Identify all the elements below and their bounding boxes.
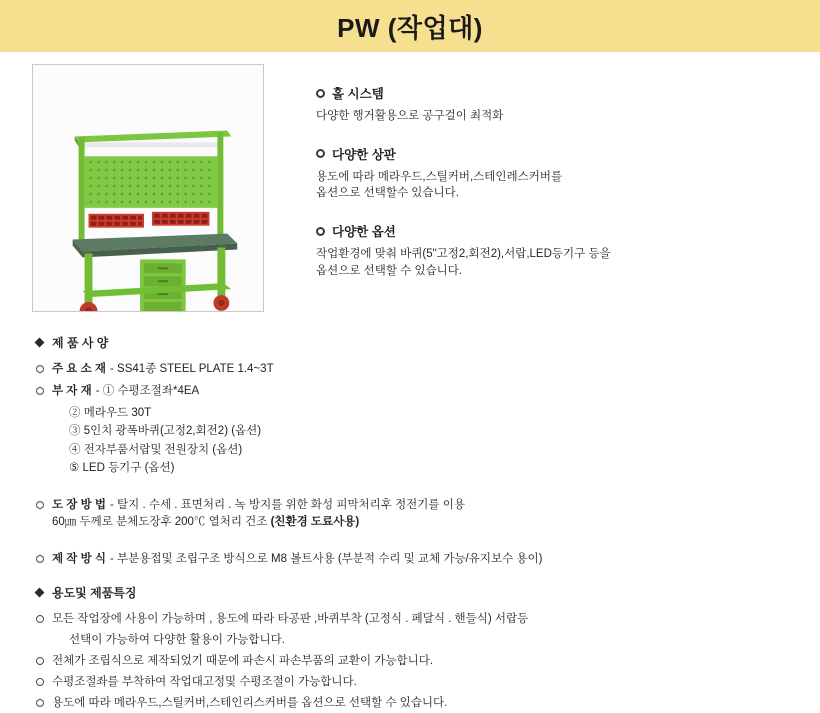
spec-sub-item: ⑤ LED 등기구 (옵션) [69,462,175,475]
feature-title: 다양한 상판 [332,147,396,162]
spec-value: - 탈지 . 수세 . 표면처리 . 녹 방지를 위한 화성 피막처리후 정전기를 이용 [110,499,465,511]
feature-item [316,145,786,202]
spec-sub-item-list [69,404,261,479]
usage-item [36,674,790,692]
spec-row-sub-material [36,383,790,478]
ring-bullet-icon [36,555,44,563]
spec-label: 주 요 소 재 [52,363,107,375]
usage-section-title-row [36,584,790,601]
product-photo-frame [32,64,264,312]
spec-value: - SS41종 STEEL PLATE 1.4~3T [110,363,274,375]
product-image-container [32,64,264,312]
spacer [36,483,790,497]
feature-title-row [316,145,786,163]
ring-bullet-icon [36,657,44,665]
usage-item [36,653,790,671]
spec-value: - ① 수평조절좌*4EA [95,385,200,398]
spec-sub-item: ③ 5인치 광폭바퀴(고정2,회전2) (옵션) [69,425,262,438]
usage-item [36,611,790,629]
feature-body-line: 옵션으로 선택할 수 있습니다. [316,264,463,277]
spec-section-title: 제 품 사 양 [52,336,109,350]
ring-bullet-icon [316,227,325,236]
spec-section [0,312,790,713]
feature-item [316,222,786,279]
spec-row-production-method [36,551,790,568]
spec-row-coating-method [36,497,790,532]
spec-label: 도 장 방 법 [52,499,107,511]
spacer [36,537,790,551]
spec-first-line [52,497,465,514]
usage-item-text-cont: 선택이 가능하여 다양한 활용이 가능합니다. [69,633,285,646]
spec-second-line-emphasis: (친환경 도료사용) [270,516,360,529]
feature-body-line: 용도에 따라 메라우드,스틸커버,스테인레스커버를 [316,170,563,183]
ring-bullet-icon [36,387,44,395]
ring-bullet-icon [316,149,325,158]
spec-sub-item: ④ 전자부품서랍및 전원장치 (옵션) [69,443,243,456]
spec-value: - 부분용접및 조립구조 방식으로 M8 볼트사용 (부분적 수리 및 교체 가능/유지보수 용이) [110,552,543,565]
usage-item [36,695,790,713]
diamond-bullet-icon [35,587,45,597]
feature-title-row [316,84,786,102]
spec-second-line [52,514,465,531]
usage-item-text: 전체가 조립식으로 제작되었기 때문에 파손시 파손부품의 교환이 가능합니다. [52,655,434,668]
top-section [0,52,820,312]
spec-row-main-material [36,361,790,378]
spec-second-line-plain: 60㎛ 두께로 분체도장후 200℃ 열처리 건조 [52,516,271,529]
ring-bullet-icon [316,89,325,98]
usage-section-title: 용도및 제품특징 [52,585,137,600]
feature-title: 홀 시스템 [332,87,384,101]
feature-list [316,84,786,312]
ring-bullet-icon [36,699,44,707]
spec-label: 제 작 방 식 [52,552,107,565]
ring-bullet-icon [36,615,44,623]
diamond-bullet-icon [35,338,45,348]
spec-section-title-row [36,334,790,351]
usage-item-text: 수평조절좌를 부착하여 작업대고정및 수평조절이 가능합니다. [52,676,357,689]
feature-body-line: 다양한 행거활용으로 공구걸이 최적화 [316,110,504,122]
feature-title: 다양한 옵션 [332,225,396,240]
ring-bullet-icon [36,501,44,509]
spec-sub-item: ② 메라우드 30T [69,406,152,419]
feature-title-row [316,222,786,240]
spec-label: 부 자 재 [52,385,92,398]
page-header [0,0,820,52]
usage-item-text: 모든 작업장에 사용이 가능하며 , 용도에 따라 타공판 ,바퀴부착 (고정식 . 페달식 . 핸들식) 서랍등 [52,612,529,625]
feature-item [316,84,786,125]
usage-item-text: 용도에 따라 메라우드,스틸커버,스테인리스커버를 옵션으로 선택할 수 있습니다. [52,697,448,709]
spec-first-line [52,383,261,400]
page-title: PW (작업대) [337,12,483,43]
workbench-illustration-icon [33,65,263,311]
feature-body-line: 작업환경에 맞춰 바퀴(5"고정2,회전2),서랍,LED등기구 등을 [316,248,611,261]
ring-bullet-icon [36,678,44,686]
feature-body-line: 옵션으로 선택할수 있습니다. [316,187,459,200]
ring-bullet-icon [36,365,44,373]
